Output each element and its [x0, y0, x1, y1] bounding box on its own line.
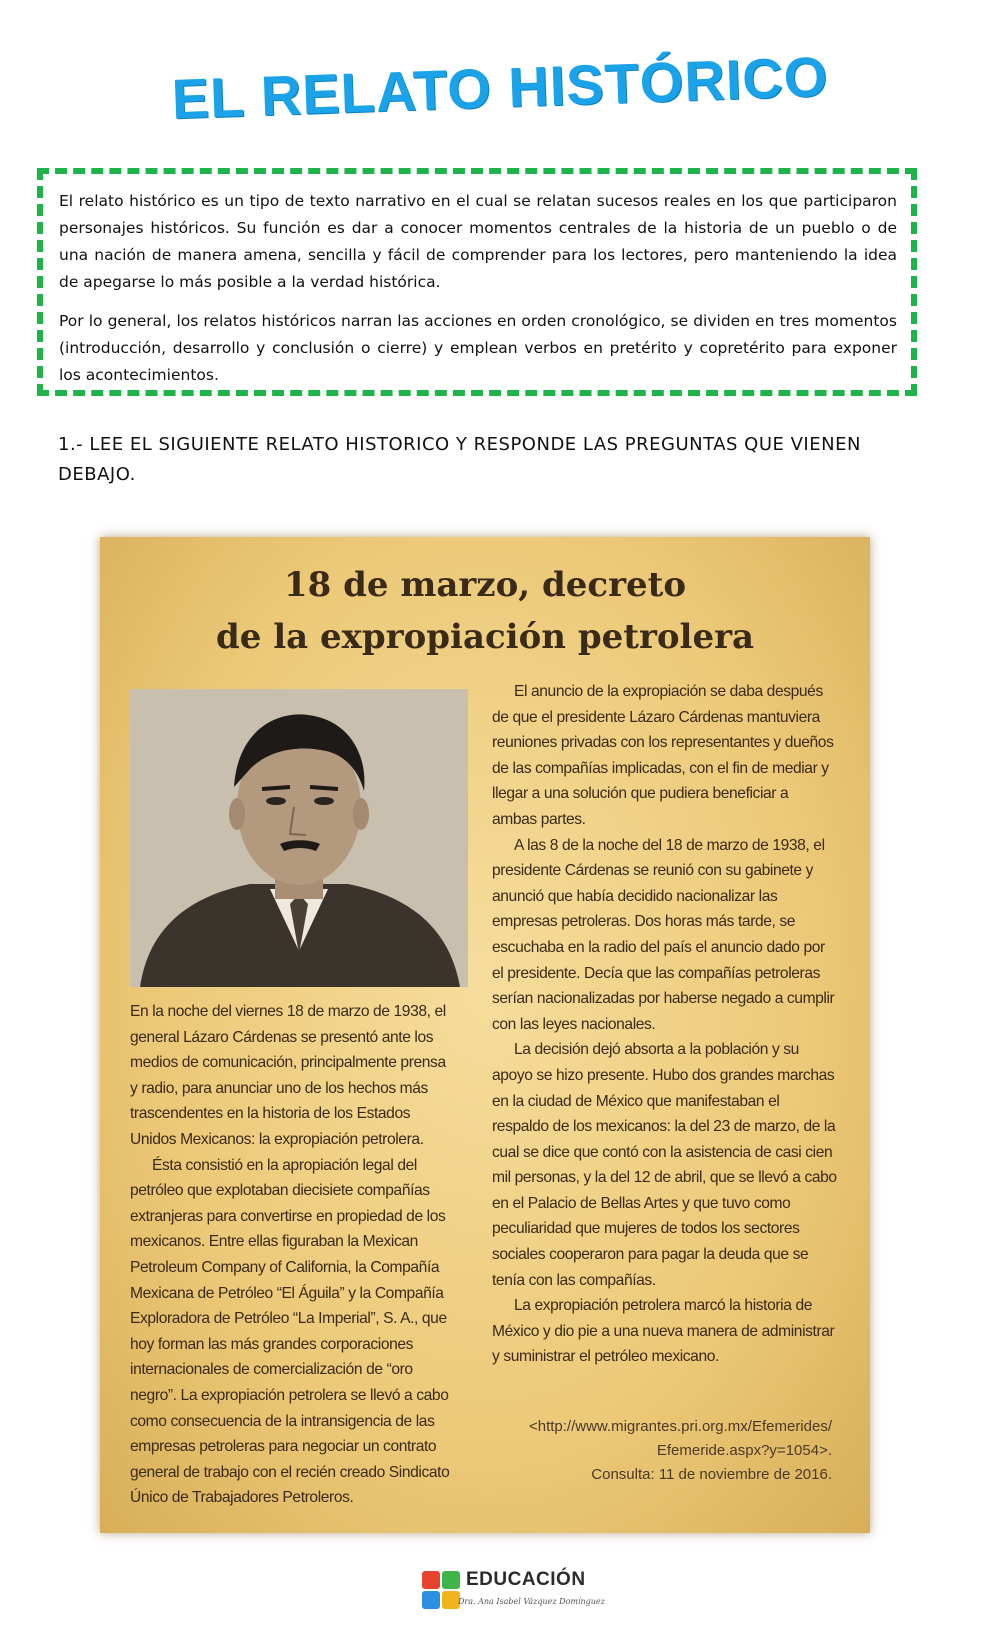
portrait-photo: [130, 689, 468, 987]
logo-text: EDUCACIÓN: [466, 1569, 586, 1590]
article-paragraph: La expropiación petrolera marcó la historia de México y dio pie a una nueva manera de administrar y suministrar el petróleo mexicano.: [492, 1297, 835, 1366]
article-left-column: [130, 999, 450, 1511]
article-paragraph: A las 8 de la noche del 18 de marzo de 1938, el presidente Cárdenas se reunió con su gabinete y anunció que había decidido nacionalizar las empresas petroleras. Dos horas más tarde, se escuchaba en la radio del país el anuncio dado por el presidente. Decía que las compañías petroleras serían nacionalizadas por haberse negado a cumplir con las leyes nacionales.: [492, 836, 835, 1033]
article-headline-line-1: 18 de marzo, decreto: [283, 565, 686, 605]
source-url-line-1: <http://www.migrantes.pri.org.mx/Efemerides/: [528, 1418, 832, 1435]
article-paragraph: El anuncio de la expropiación se daba después de que el presidente Lázaro Cárdenas mantuviera reuniones privadas con los representantes y dueños de las compañías implicadas, con el fin de mediar y llegar a una solución que pudiera beneficiar a ambas partes.: [492, 683, 834, 828]
source-date: Consulta: 11 de noviembre de 2016.: [591, 1466, 832, 1483]
education-logo: [420, 1565, 605, 1625]
article-paragraph: En la noche del viernes 18 de marzo de 1938, el general Lázaro Cárdenas se presentó ante los medios de comunicación, principalmente prensa y radio, para anunciar uno de los hechos más trascendentes en la historia de los Estados Unidos Mexicanos: la expropiación petrolera.: [130, 1003, 446, 1148]
page-title: EL RELATO HISTÓRICO: [170, 44, 830, 131]
article-paragraph: Ésta consistió en la apropiación legal del petróleo que explotaban diecisiete compañías extranjeras para convertirse en propiedad de los mexicanos. Entre ellas figuraban la Mexican Petroleum Company of California, la Compañía Mexicana de Petróleo “El Águila” y la Compañía Exploradora de Petróleo “La Imperial”, S. A., que hoy forman las más grandes corporaciones internacionales de comercialización de “oro negro”. La expropiación petrolera se llevó a cabo como consecuencia de la intransigencia de las empresas petroleras para negociar un contrato general de trabajo con el recién creado Sindicato Único de Trabajadores Petroleros.: [130, 1156, 450, 1507]
article-source: [492, 1415, 832, 1487]
source-url-line-2: Efemeride.aspx?y=1054>.: [656, 1442, 832, 1459]
instruction-text: 1.- LEE EL SIGUIENTE RELATO HISTORICO Y RESPONDE LAS PREGUNTAS QUE VIENEN DEBAJO.: [58, 434, 861, 485]
definition-paragraph-1: El relato histórico es un tipo de texto narrativo en el cual se relatan sucesos reales en los que participaron personajes históricos. Su función es dar a conocer momentos centrales de la historia de un pueblo o de una nación de manera amena, sencilla y fácil de comprender para los lectores, pero manteniendo la idea de apegarse lo más posible a la verdad histórica.: [59, 192, 897, 291]
logo-subtitle: Dra. Ana Isabel Vázquez Domínguez: [458, 1597, 605, 1606]
article-image: [100, 537, 870, 1533]
article-headline-line-2: de la expropiación petrolera: [215, 617, 755, 657]
definition-box: [37, 168, 917, 396]
definition-paragraph-2: Por lo general, los relatos históricos narran las acciones en orden cronológico, se dividen en tres momentos (introducción, desarrollo y conclusión o cierre) y emplean verbos en pretérito y copretérito para exponer los acontecimientos.: [59, 312, 897, 384]
article-paragraph: La decisión dejó absorta a la población y su apoyo se hizo presente. Hubo dos grandes marchas en la ciudad de México que manifestaban el respaldo de los mexicanos: la del 23 de marzo, de la cual se dice que contó con la asistencia de casi cien mil personas, y la del 12 de abril, que se llevó a cabo en el Palacio de Bellas Artes y que tuvo como peculiaridad que mujeres de todos los sectores sociales cooperaron para pagar la deuda que se tenía con las compañías.: [492, 1041, 837, 1289]
article-headline: [100, 559, 870, 663]
article-right-column: [492, 679, 837, 1370]
